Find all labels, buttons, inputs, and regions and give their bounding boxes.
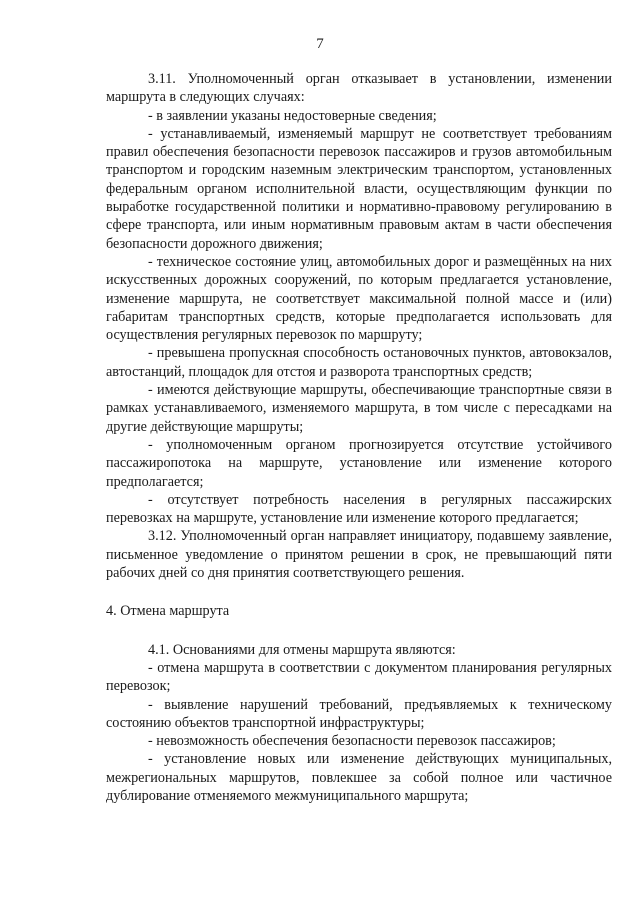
list-item: - отсутствует потребность населения в регулярных пассажирских перевозках на маршруте, установление или изменение которого предлагается; [106, 491, 612, 527]
list-item: - выявление нарушений требований, предъявляемых к техническому состоянию объектов транспортной инфраструктуры; [106, 696, 612, 731]
list-item: - отмена маршрута в соответствии с документом планирования регулярных перевозок; [106, 659, 612, 695]
list-item: - имеются действующие маршруты, обеспечивающие транспортные связи в рамках устанавливаемого, изменяемого маршрута, в том числе с пересадками на другие действующие маршруты; [106, 382, 612, 435]
list-item: - в заявлении указаны недостоверные сведения; [148, 107, 437, 124]
list-item: - устанавливаемый, изменяемый маршрут не соответствует требованиям правил обеспечения безопасности перевозок пассажиров и грузов автомобильным транспортом и городским наземным электрическим транспортом, установленных федеральным органом исполнительной власти, осуществляющим функции по выработке государственной политики и нормативно-правовому регулированию в сфере транспорта, или иным нормативным правовым актам в части обеспечения безопасности дорожного движения; [106, 125, 612, 252]
page-number: 7 [316, 36, 324, 52]
list-item: - невозможность обеспечения безопасности перевозок пассажиров; [148, 733, 556, 750]
list-item: - превышена пропускная способность остановочных пунктов, автовокзалов, автостанций, площадок для отстоя и разворота транспортных средств; [106, 345, 612, 380]
list-item: - техническое состояние улиц, автомобильных дорог и размещённых на них искусственных дорожных сооружений, по которым предлагается установление, изменение маршрута, не соответствует максимальной полной массе и (или) габаритам транспортных средств, которые предполагается использовать для осуществления регулярных перевозок по маршруту; [106, 253, 612, 344]
paragraph-3-12: 3.12. Уполномоченный орган направляет инициатору, подавшему заявление, письменное уведомление о принятом решении в срок, не превышающий пяти рабочих дней со дня принятия соответствующего решения. [106, 528, 612, 582]
list-item: - установление новых или изменение действующих муниципальных, межрегиональных маршрутов, повлекшее за собой полное или частичное дублирование отменяемого межмуниципального маршрута; [106, 751, 612, 804]
paragraph-4-1: 4.1. Основаниями для отмены маршрута являются: [148, 641, 456, 658]
document-body [106, 70, 612, 805]
list-item: - уполномоченным органом прогнозируется отсутствие устойчивого пассажиропотока на маршруте, установление или изменение которого предполагается; [106, 436, 612, 490]
section-heading: 4. Отмена маршрута [106, 603, 230, 620]
paragraph-3-11: 3.11. Уполномоченный орган отказывает в установлении, изменении маршрута в следующих случаях: [106, 71, 612, 106]
